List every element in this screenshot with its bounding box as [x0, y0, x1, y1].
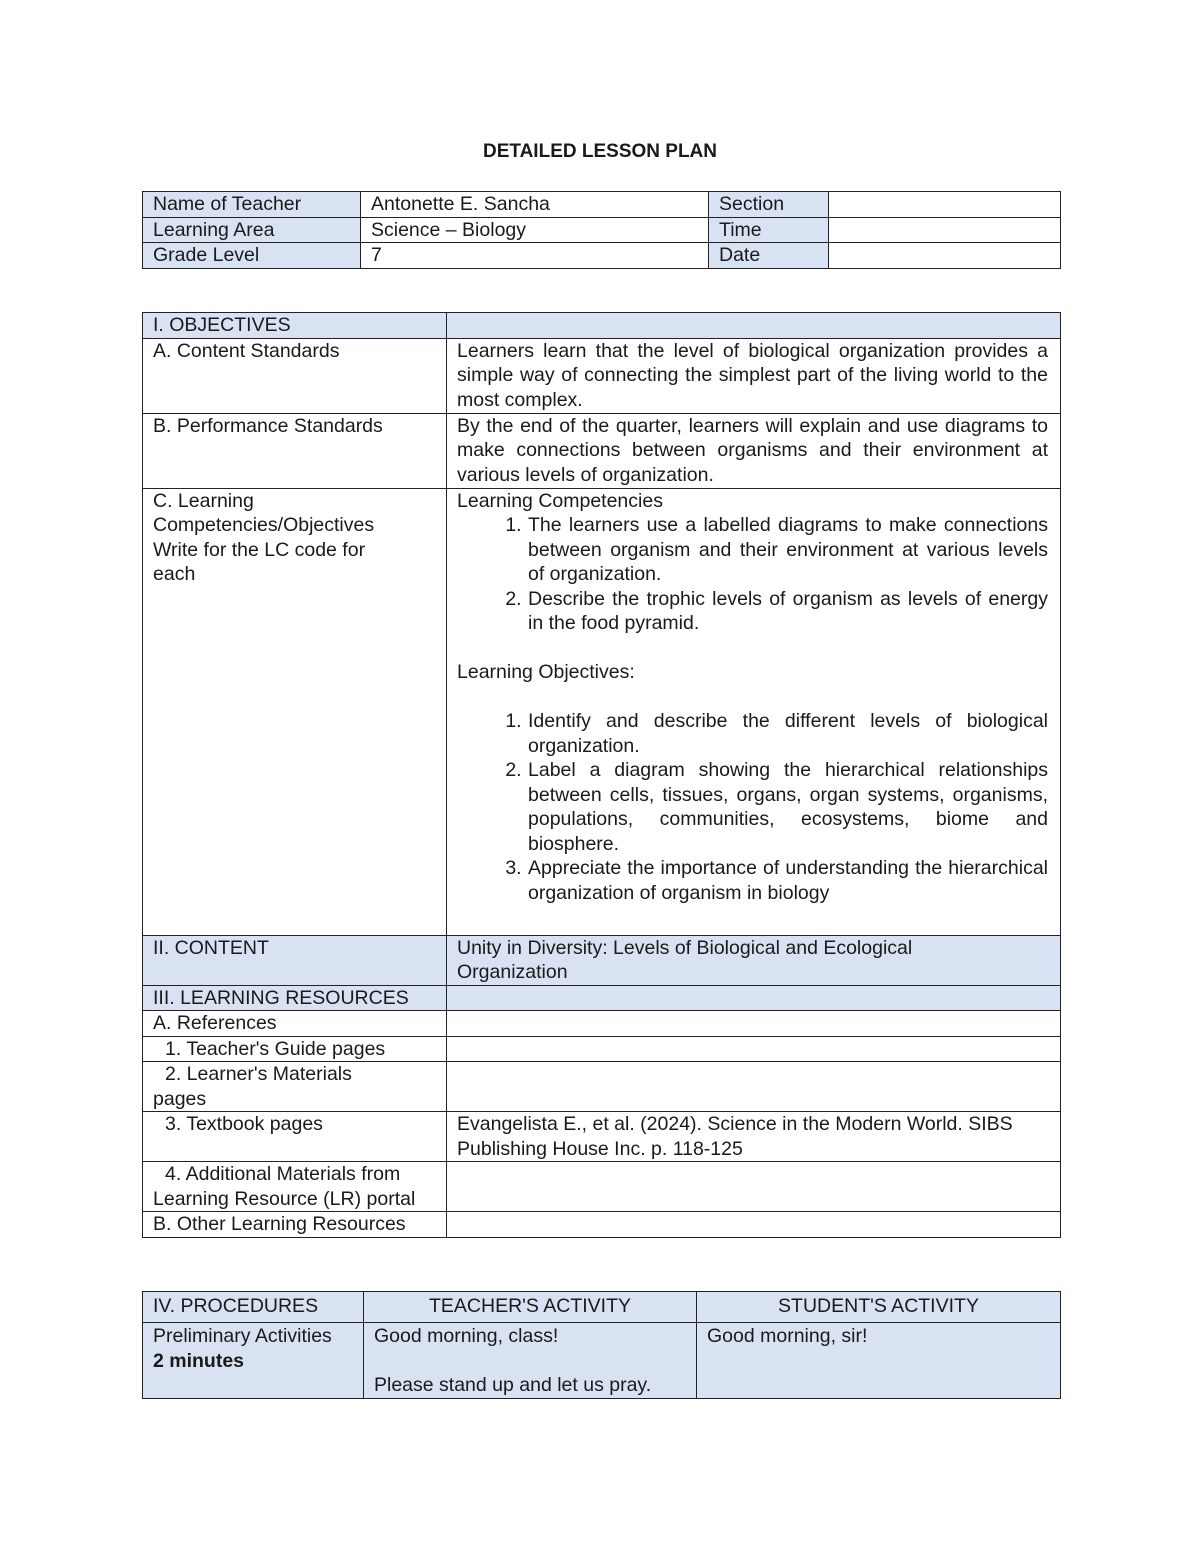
grade-value: 7 [361, 243, 709, 269]
preliminary-cell [143, 1323, 364, 1399]
teacher-greeting: Good morning, class! [374, 1325, 559, 1347]
area-label: Learning Area [143, 217, 361, 243]
teacher-value: Antonette E. Sancha [361, 192, 709, 218]
procedures-heading-row [143, 1292, 1061, 1323]
additional-row [143, 1162, 1061, 1212]
competencies-cell [447, 488, 1061, 935]
performance-standards-row [143, 413, 1061, 488]
other-resources-label: B. Other Learning Resources [143, 1212, 447, 1238]
performance-standards-label: B. Performance Standards [143, 413, 447, 488]
time-value [829, 217, 1061, 243]
time-label: Time [709, 217, 829, 243]
content-row [143, 935, 1061, 985]
area-row [143, 217, 1061, 243]
lm-label [143, 1062, 447, 1112]
objectives-heading-blank [447, 313, 1061, 339]
competencies-row [143, 488, 1061, 935]
student-greeting: Good morning, sir! [707, 1325, 868, 1347]
lm-label-text: 2. Learner's Materials pages [153, 1063, 352, 1110]
competency-item: 2. Describe the trophic levels of organism as levels of energy in the food pyramid. [527, 587, 1048, 636]
textbook-label: 3. Textbook pages [143, 1112, 447, 1162]
date-label: Date [709, 243, 829, 269]
competencies-heading: Learning Competencies [457, 489, 663, 512]
objectives-heading: I. OBJECTIVES [143, 313, 447, 339]
textbook-text: Evangelista E., et al. (2024). Science in the Modern World. SIBS Publishing House Inc. p. 118-125 [447, 1112, 1061, 1162]
lm-value [447, 1062, 1061, 1112]
grade-label: Grade Level [143, 243, 361, 269]
tg-value [447, 1036, 1061, 1062]
objective-item: 3. Appreciate the importance of understanding the hierarchical organization of organism in biology [527, 856, 1048, 905]
header-info-table [142, 191, 1061, 269]
additional-label-text: 4. Additional Materials from Learning Resource (LR) portal [153, 1163, 416, 1210]
date-value [829, 243, 1061, 269]
teacher-row [143, 192, 1061, 218]
textbook-row [143, 1112, 1061, 1162]
preliminary-row [143, 1323, 1061, 1399]
references-row [143, 1011, 1061, 1037]
competencies-list [457, 513, 1048, 636]
grade-row [143, 243, 1061, 269]
objective-item: 2. Label a diagram showing the hierarchical relationships between cells, tissues, organs, organ systems, organisms, populations, communities, ecosystems, biome and biosphere. [527, 758, 1048, 856]
additional-value [447, 1162, 1061, 1212]
teacher-activity-cell [364, 1323, 697, 1399]
lm-row [143, 1062, 1061, 1112]
other-resources-value [447, 1212, 1061, 1238]
content-standards-label: A. Content Standards [143, 338, 447, 413]
lesson-table [142, 312, 1061, 1238]
performance-standards-text: By the end of the quarter, learners will explain and use diagrams to make connections between organisms and their environment at various levels of organization. [447, 413, 1061, 488]
other-resources-row [143, 1212, 1061, 1238]
procedures-table [142, 1291, 1061, 1399]
objective-item: 1. Identify and describe the different levels of biological organization. [527, 709, 1048, 758]
resources-heading: III. LEARNING RESOURCES [143, 985, 447, 1011]
competency-item: 1. The learners use a labelled diagrams to make connections between organism and their environment at various levels of organization. [527, 513, 1048, 587]
procedures-heading: IV. PROCEDURES [143, 1292, 364, 1323]
tg-label: 1. Teacher's Guide pages [143, 1036, 447, 1062]
content-heading: II. CONTENT [143, 935, 447, 985]
content-standards-text: Learners learn that the level of biological organization provides a simple way of connecting the simplest part of the living world to the most complex. [447, 338, 1061, 413]
additional-label [143, 1162, 447, 1212]
objectives-heading-row [143, 313, 1061, 339]
preliminary-label: Preliminary Activities [153, 1325, 332, 1347]
resources-heading-row [143, 985, 1061, 1011]
content-text: Unity in Diversity: Levels of Biological and Ecological Organization [447, 935, 1061, 985]
competencies-label: C. Learning Competencies/Objectives Write for the LC code for each [143, 488, 447, 935]
section-label: Section [709, 192, 829, 218]
learning-objectives-heading: Learning Objectives: [457, 661, 635, 683]
document-title: DETAILED LESSON PLAN [483, 141, 717, 162]
resources-heading-blank [447, 985, 1061, 1011]
content-standards-row [143, 338, 1061, 413]
student-activity-cell [697, 1323, 1061, 1399]
teacher-label: Name of Teacher [143, 192, 361, 218]
learning-objectives-list [457, 709, 1048, 905]
references-value [447, 1011, 1061, 1037]
preliminary-time: 2 minutes [153, 1349, 245, 1372]
teacher-prayer: Please stand up and let us pray. [374, 1374, 652, 1396]
student-activity-heading: STUDENT'S ACTIVITY [697, 1292, 1061, 1323]
area-value: Science – Biology [361, 217, 709, 243]
references-label: A. References [143, 1011, 447, 1037]
teacher-activity-heading: TEACHER'S ACTIVITY [364, 1292, 697, 1323]
section-value [829, 192, 1061, 218]
tg-row [143, 1036, 1061, 1062]
